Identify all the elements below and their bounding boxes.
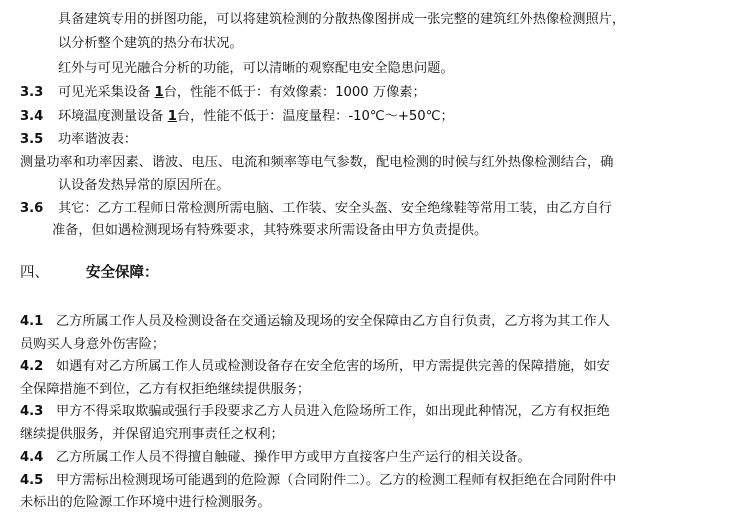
item-number: 3.4: [20, 109, 44, 124]
item-number: 4.3: [20, 404, 44, 419]
safety-4-2-line-2: 全保障措施不到位，乙方有权拒绝继续提供服务；: [20, 382, 311, 397]
item-text: 甲方需标出检测现场可能遇到的危险源（合同附件二）。乙方的检测工程师有权拒绝在合同附件中: [56, 473, 617, 488]
item-3-5-line-3: 认设备发热异常的原因所在。: [58, 178, 230, 193]
item-quantity: 1: [154, 85, 164, 100]
item-number: 4.4: [20, 450, 44, 465]
item-number: 3.6: [20, 201, 44, 216]
item-text: 甲方不得采取欺骗或强行手段要求乙方人员进入危险场所工作，如出现此种情况，乙方有权拒绝: [56, 404, 610, 419]
item-3-6-line-2: 准备，但如遇检测现场有特殊要求，其特殊要求所需设备由甲方负责提供。: [52, 223, 488, 238]
item-3-6: [20, 200, 612, 218]
safety-4-3-line-2: 继续提供服务，并保留追究刑事责任之权利；: [20, 427, 284, 442]
item-3-3: [20, 84, 426, 102]
item-text: 其它：乙方工程师日常检测所需电脑、工作装、安全头盔、安全绝缘鞋等常用工装，由乙方自行: [58, 201, 612, 216]
section-title: 安全保障：: [86, 265, 159, 281]
intro-line-1: 具备建筑专用的拼图功能，可以将建筑检测的分散热像图拼成一张完整的建筑红外热像检测照片，: [58, 12, 626, 27]
item-text: 功率谐波表：: [58, 132, 138, 147]
safety-4-5: [20, 472, 616, 490]
item-text-tail: 台，性能不低于：有效像素：1000 万像素；: [163, 85, 426, 100]
item-text-tail: 台，性能不低于：温度量程：-10℃～+50℃；: [176, 109, 454, 124]
item-number: 4.2: [20, 359, 44, 374]
safety-4-3: [20, 403, 610, 421]
item-text: 可见光采集设备: [58, 85, 151, 100]
item-3-5: [20, 131, 137, 149]
item-number: 4.1: [20, 314, 44, 329]
safety-4-2: [20, 358, 610, 376]
item-3-5-line-2: 测量功率和功率因素、谐波、电压、电流和频率等电气参数，配电检测的时候与红外热像检测结合，确: [20, 155, 614, 170]
item-quantity: 1: [167, 109, 177, 124]
item-number: 3.5: [20, 132, 44, 147]
item-text: 如遇有对乙方所属工作人员或检测设备存在安全危害的场所，甲方需提供完善的保障措施，如安: [56, 359, 610, 374]
item-text: 乙方所属工作人员及检测设备在交通运输及现场的安全保障由乙方自行负责，乙方将为其工作人: [56, 314, 610, 329]
section-number: 四、: [20, 265, 49, 281]
intro-line-2: 以分析整个建筑的热分布状况。: [58, 36, 243, 51]
item-number: 4.5: [20, 473, 44, 488]
item-text: 乙方所属工作人员不得擅自触碰、操作甲方或甲方直接客户生产运行的相关设备。: [56, 450, 531, 465]
safety-4-1-line-2: 员购买人身意外伤害险；: [20, 337, 166, 352]
section-heading: [20, 264, 159, 282]
safety-4-1: [20, 313, 610, 331]
item-text: 环境温度测量设备: [58, 109, 164, 124]
intro-line-3: 红外与可见光融合分析的功能，可以清晰的观察配电安全隐患问题。: [58, 61, 454, 76]
safety-4-5-line-2: 未标出的危险源工作环境中进行检测服务。: [20, 495, 271, 510]
item-3-4: [20, 108, 454, 126]
safety-4-4: [20, 449, 531, 467]
item-number: 3.3: [20, 85, 44, 100]
